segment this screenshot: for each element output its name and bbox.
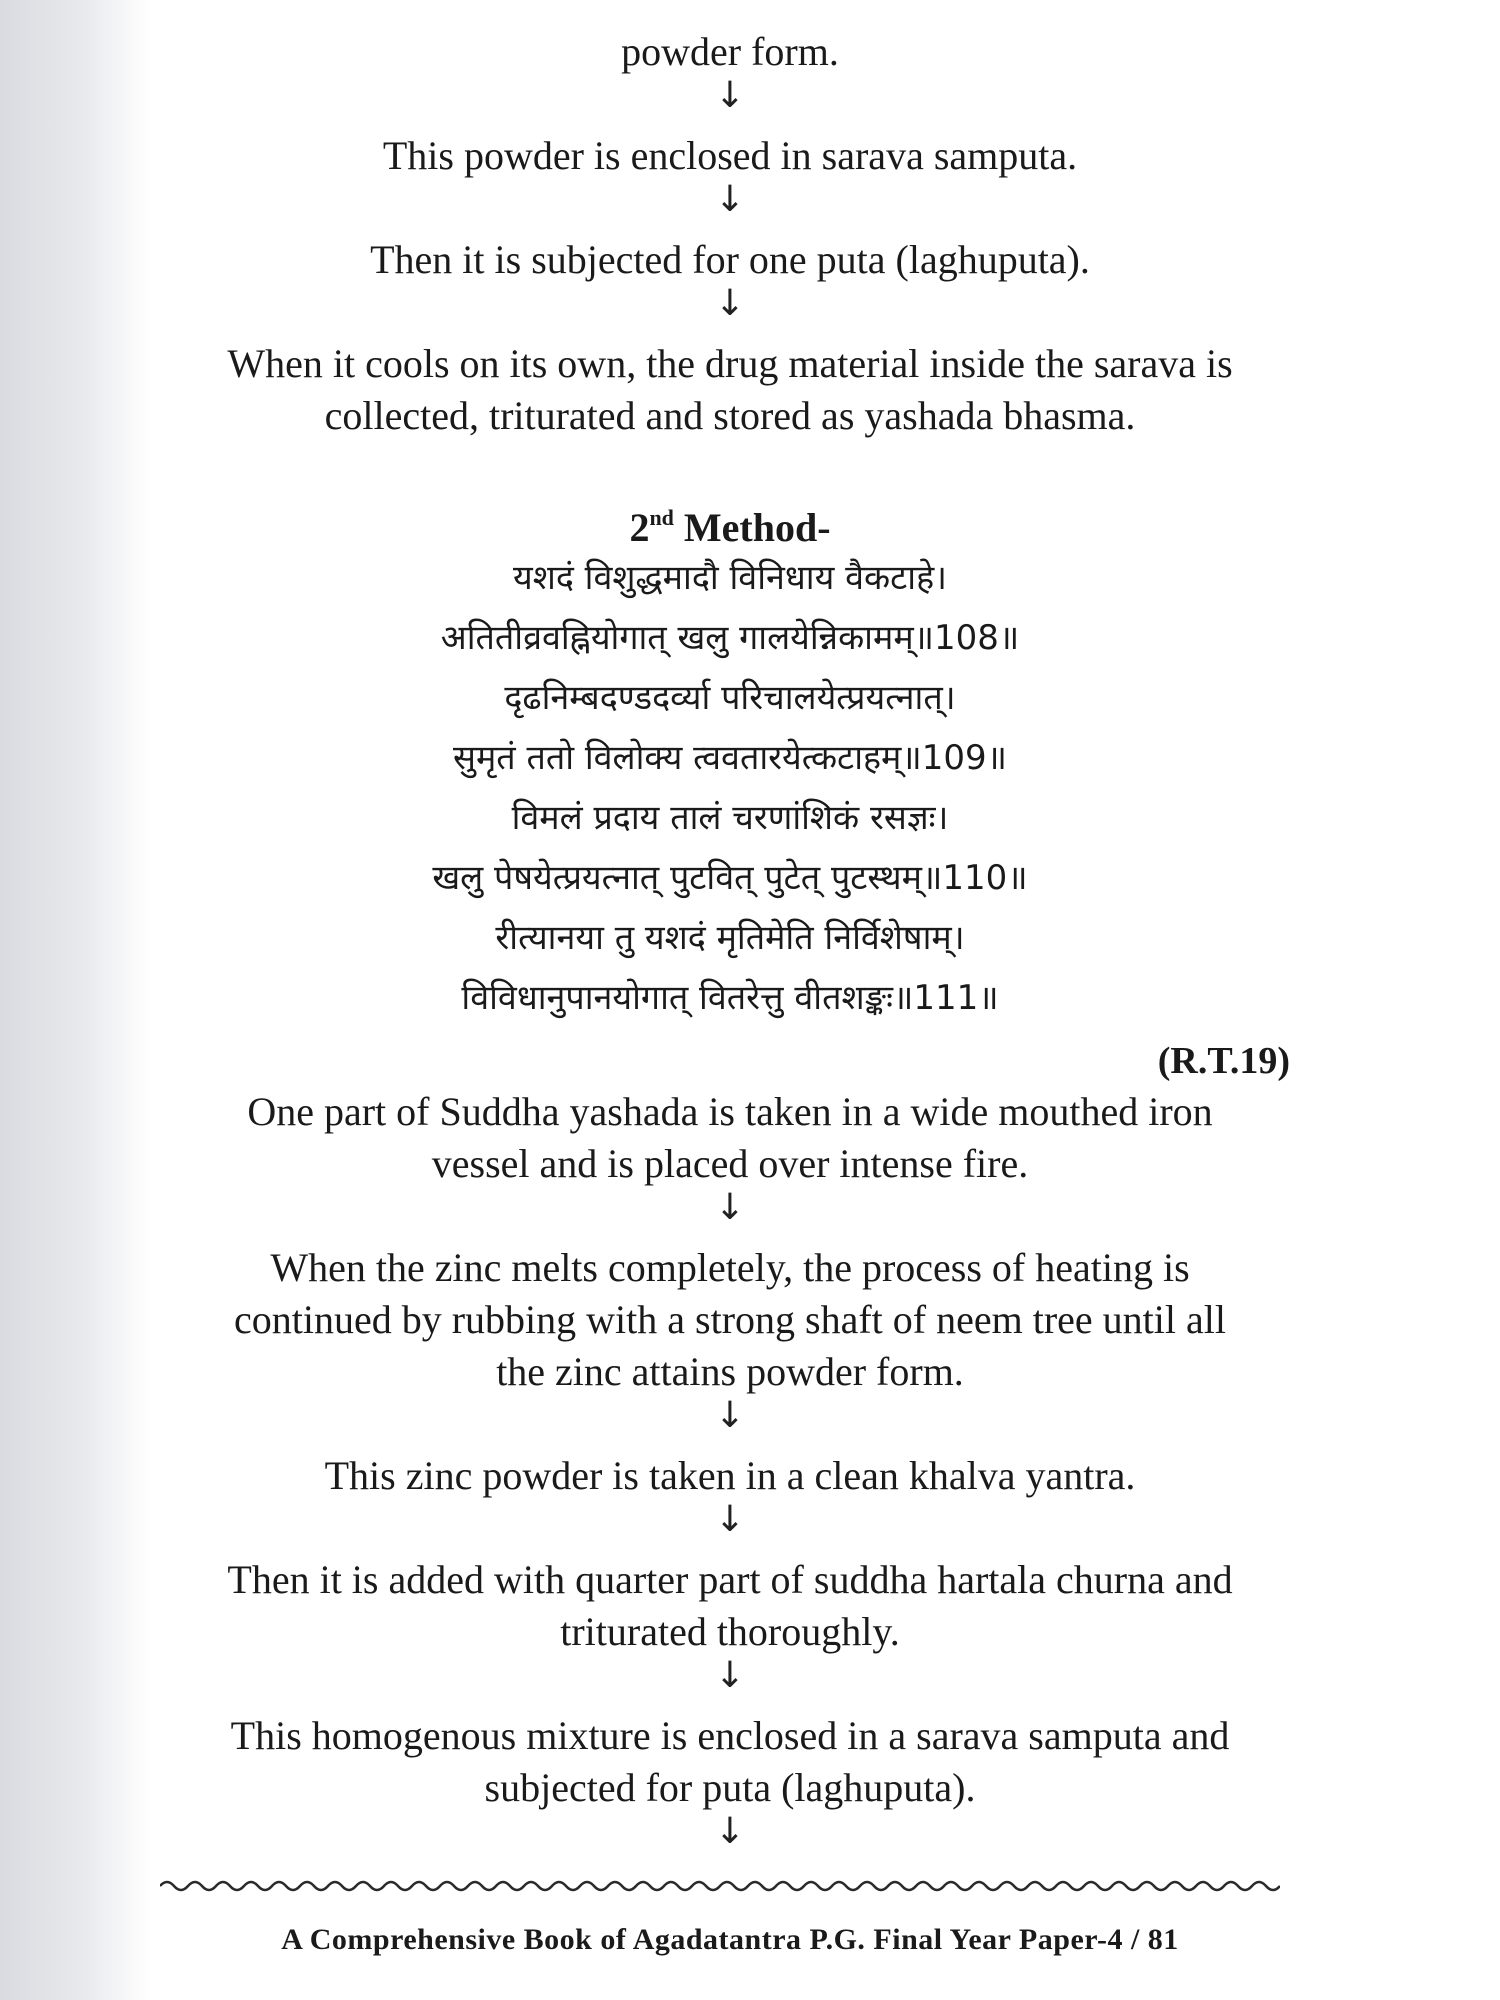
method-ordinal-suffix: nd [649,505,674,530]
page-binding-shadow [0,0,150,2000]
down-arrow-icon: ↓ [714,1395,746,1436]
sanskrit-verse-line: विविधानुपानयोगात् वितरेत्तु वीतशङ्कः॥111॥ [461,978,999,1018]
sanskrit-verse-line: सुमृतं ततो विलोक्य त्ववतारयेत्कटाहम्॥109॥ [452,738,1008,778]
page-footer: A Comprehensive Book of Agadatantra P.G. Final Year Paper-4 / 81 [281,1923,1179,1956]
flow-step-text: When the zinc melts completely, the process of heating is [270,1245,1190,1290]
flow-step-text: This powder is enclosed in sarava samputa. [382,133,1078,178]
flow-step-text: triturated thoroughly. [560,1609,900,1654]
method-title: Method- [683,505,831,550]
sanskrit-verse-line: दृढनिम्बदण्डदर्व्या परिचालयेत्प्रयत्नात्। [504,678,956,718]
flow-step-text: the zinc attains powder form. [496,1349,964,1394]
down-arrow-icon: ↓ [714,283,746,324]
method-ordinal-number: 2 [629,505,650,550]
down-arrow-icon: ↓ [714,75,746,116]
verse-reference: (R.T.19) [1157,1040,1290,1082]
flow-step-text: powder form. [621,29,839,74]
down-arrow-icon: ↓ [714,179,746,220]
sanskrit-verse-line: यशदं विशुद्धमादौ विनिधाय वैकटाहे। [512,558,948,598]
sanskrit-verse-line: रीत्यानया तु यशदं मृतिमेति निर्विशेषाम्। [495,918,965,958]
flow-step-text: continued by rubbing with a strong shaft of neem tree until all [234,1297,1226,1342]
flow-step-text: Then it is subjected for one puta (laghuputa). [370,237,1090,282]
down-arrow-icon: ↓ [714,1655,746,1696]
sanskrit-verse-line: अतितीव्रवह्नियोगात् खलु गालयेन्निकामम्॥108॥ [440,618,1020,658]
flow-step-text: One part of Suddha yashada is taken in a wide mouthed iron [247,1089,1213,1134]
book-page [160,0,1300,2000]
flow-step-text: This homogenous mixture is enclosed in a sarava samputa and [230,1713,1230,1758]
down-arrow-icon: ↓ [714,1811,746,1852]
flow-step-text: When it cools on its own, the drug material inside the sarava is [227,341,1233,386]
flow-step-text: subjected for puta (laghuputa). [484,1765,976,1810]
wavy-divider [160,1878,1280,1894]
down-arrow-icon: ↓ [714,1499,746,1540]
sanskrit-verse-line: खलु पेषयेत्प्रयत्नात् पुटवित् पुटेत् पुटस्थम्॥110॥ [432,858,1028,898]
flow-step-text: vessel and is placed over intense fire. [431,1141,1029,1186]
flow-step-text: collected, triturated and stored as yashada bhasma. [324,393,1136,438]
sanskrit-verse-line: विमलं प्रदाय तालं चरणांशिकं रसज्ञः। [511,798,949,838]
down-arrow-icon: ↓ [714,1187,746,1228]
method-heading [160,492,1300,554]
flow-step-text: Then it is added with quarter part of suddha hartala churna and [227,1557,1233,1602]
flow-step-text: This zinc powder is taken in a clean khalva yantra. [324,1453,1136,1498]
